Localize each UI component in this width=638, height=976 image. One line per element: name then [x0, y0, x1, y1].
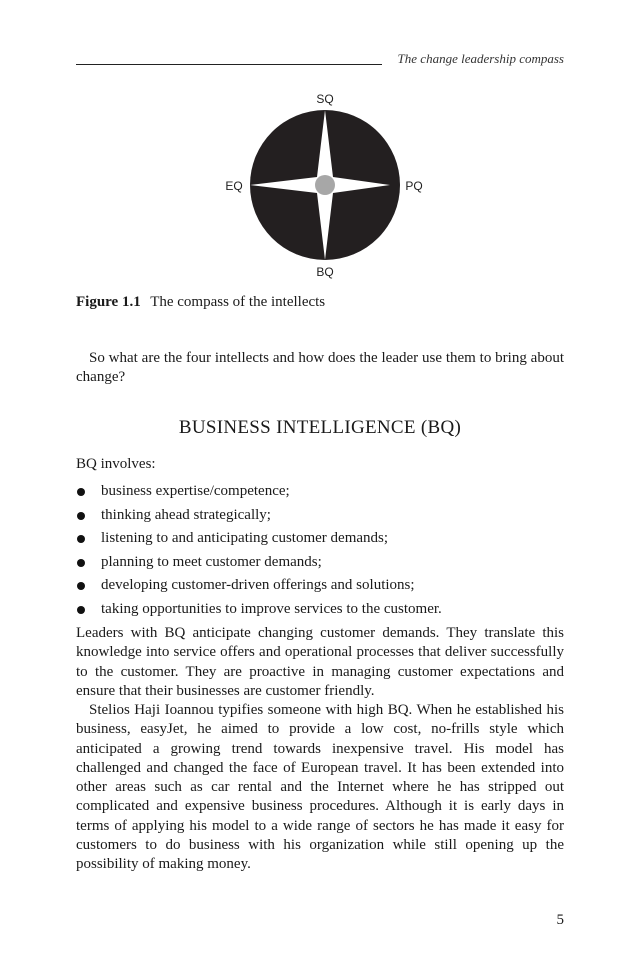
bullet-text: taking opportunities to improve services to the customer.: [101, 600, 442, 617]
section-heading: BUSINESS INTELLIGENCE (BQ): [178, 417, 462, 438]
section-lead: BQ involves:: [76, 456, 156, 472]
bullet-text: planning to meet customer demands;: [101, 553, 322, 570]
bullet-text: business expertise/competence;: [101, 483, 290, 499]
label-eq: EQ: [225, 179, 243, 193]
label-bq: BQ: [316, 265, 334, 279]
bullet-item: [76, 504, 564, 528]
bullet-text: thinking ahead strategically;: [101, 506, 271, 523]
intro-paragraph: So what are the four intellects and how does the leader use them to bring about change?: [76, 350, 564, 386]
header-rule: [76, 64, 382, 65]
label-sq: SQ: [316, 92, 334, 106]
bullet-list: [76, 480, 564, 622]
bullet-dot-icon: [77, 582, 85, 590]
bullet-dot-icon: [77, 559, 85, 567]
running-head: The change leadership compass: [397, 51, 564, 66]
compass-figure: [200, 85, 450, 285]
bullet-item: [76, 598, 564, 622]
caption-label: Figure 1.1: [76, 294, 141, 310]
bullet-text: listening to and anticipating customer demands;: [101, 530, 389, 547]
bullet-dot-icon: [77, 535, 85, 543]
bullet-dot-icon: [77, 606, 85, 614]
label-pq: PQ: [405, 179, 423, 193]
body-paragraph: Leaders with BQ anticipate changing customer demands. They translate this knowledge into service offers and operational processes that deliver successfully to the customer. They are proactive in managing customer expectations and ensure that their businesses are customer friendly.: [76, 625, 564, 699]
figure-caption: [76, 294, 564, 311]
bullet-dot-icon: [77, 488, 85, 496]
caption-text: The compass of the intellects: [150, 294, 326, 310]
bullet-item: [76, 527, 564, 551]
bullet-item: [76, 480, 564, 504]
bullet-item: [76, 551, 564, 575]
compass-hub: [315, 175, 335, 195]
bullet-text: developing customer-driven offerings and solutions;: [101, 577, 415, 594]
bullet-dot-icon: [77, 512, 85, 520]
body-paragraph: Stelios Haji Ioannou typifies someone with high BQ. When he established his business, easyJet, he aimed to provide a low cost, no-frills style which anticipated a growing trend towards inexpensive travel. His model has challenged and changed the face of European travel. It has been extended into other areas such as car rental and the Internet where he has stripped out complicated and expensive business procedures. Although it is early days in terms of applying his model to a wide range of sectors he has made it easy for customers to do business with his organization while still opening up the possibility of making money.: [76, 702, 564, 873]
bullet-item: [76, 574, 564, 598]
page-number: 5: [556, 912, 564, 928]
compass-diagram: [200, 85, 450, 285]
